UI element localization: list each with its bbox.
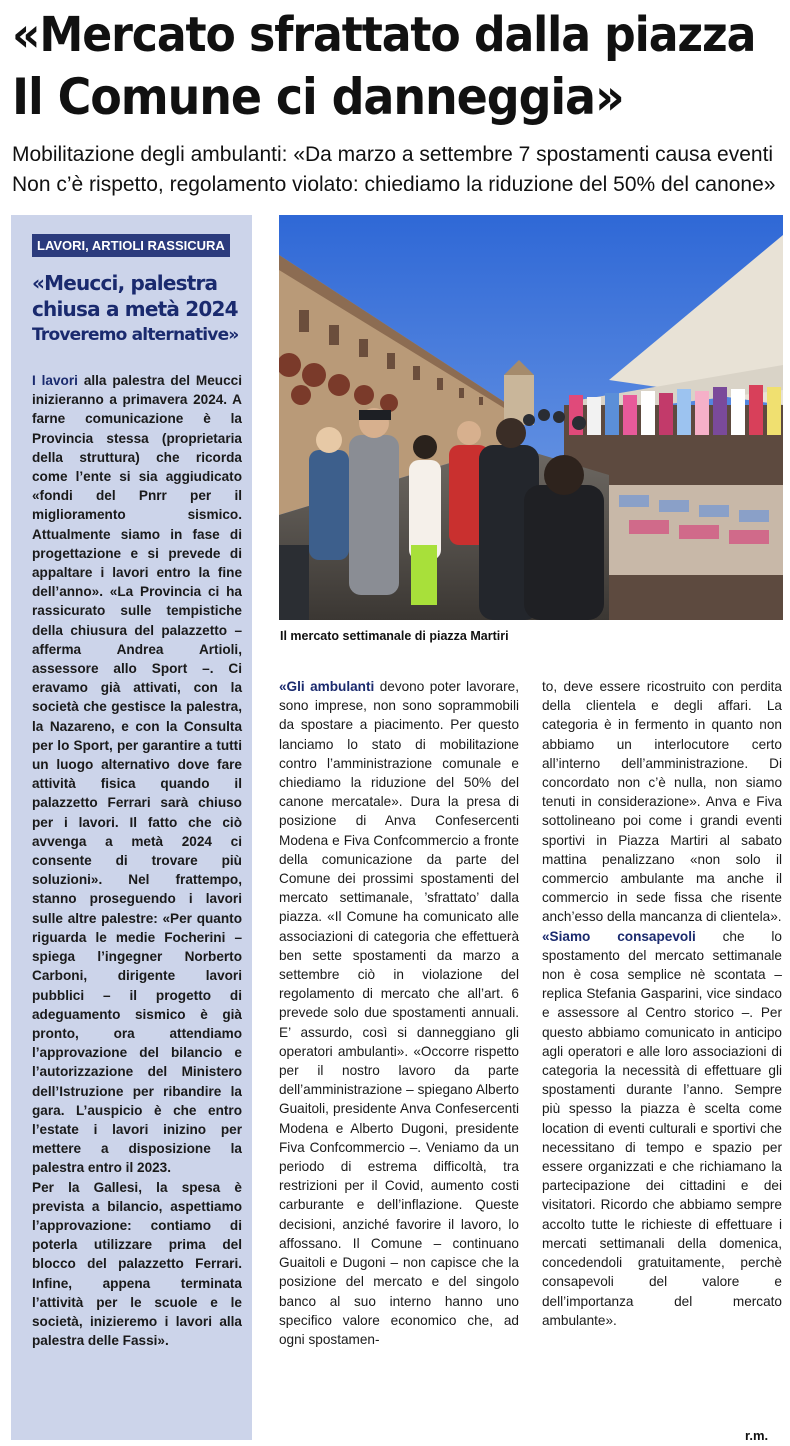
article-paragraph-3-text: che lo spostamento del mercato settimanale non è cosa semplice nè scontata – replica Stefania Gasparini, vice sindaco e assessore al Centro storico –. Per questo abbiamo comunicato in anticipo agli operatori e alle loro associazioni di categoria la necessità di effettuare gli spostamenti durante l’anno. Sempre più spesso la piazza è scelta come location di eventi culturali e sportivi che necessitano di tempo e spazio per essere organizzati e che richiamano la partecipazione dei cittadini e dei visitatori. Ricordo che abbiamo sempre accolto tutte le richieste di effettuare i mercati settimanali della domenica, concedendoli gratuitamente, perchè consapevoli del valore e dell’importanza del mercato ambulante». bbox=[542, 928, 782, 1328]
sidebar-box bbox=[11, 215, 252, 1440]
sidebar-title-line-2: chiusa a metà 2024 bbox=[32, 297, 238, 321]
author-signature: r.m. bbox=[745, 1428, 769, 1443]
headline bbox=[12, 4, 756, 128]
article-paragraph-1 bbox=[279, 677, 519, 1349]
article-column-1 bbox=[279, 677, 519, 1349]
sidebar-label: LAVORI, ARTIOLI RASSICURA bbox=[32, 234, 230, 257]
article-paragraph-1-text: devono poter lavorare, sono imprese, non sono soprammobili da spostare a piacimento. Per questo lanciamo lo stato di mobilitazione contro l’amministrazione comunale e chiediamo la riduzione del 50% del canone mercatale». Dura la presa di posizione di Anva Confesercenti Modena e Fiva Confcommercio a fronte della comunicazione da parte del Comune dei prossimi spostamenti del mercato settimanale, ’sfrattato’ dalla piazza. «Il Comune ha comunicato alle associazioni di categoria che effettuerà ben sette spostamenti da marzo a settembre ciò in violazione del regolamento di mercato che all’art. 6 prevede solo due spostamenti annuali. E’ assurdo, così si danneggiano gli operatori ambulanti». «Occorre rispetto per il nostro lavoro da parte dell’amministrazione – spiegano Alberto Guaitoli, presidente Anva Confesercenti Modena e Alberto Dugoni, presidente Fiva Confcommercio –. Veniamo da un periodo di estrema difficoltà, tra restrizioni per il Covid, aumento costi carburante e dell’inflazione. Queste decisioni, anziché favorire il lavoro, lo affossano. Il Comune – continuano Guaitoli e Dugoni – non capisce che la posizione del mercato e del singolo banco al suo interno hanno uno specifico valore economico che, ad ogni spostamen- bbox=[279, 679, 519, 1347]
market-photo-illustration bbox=[279, 215, 783, 620]
sidebar-title-line-1: «Meucci, palestra bbox=[32, 271, 218, 295]
sidebar-paragraph-1-text: alla palestra del Meucci inizieranno a primavera 2024. A farne comunicazione è la Provincia stessa (proprietaria della struttura) che ricorda come l’ente si sia aggiudicato «fondi del Pnrr per il miglioramento sismico. Attualmente siamo in fase di progettazione e si prevede di appaltare i lavori entro la fine dell’anno». «La Provincia ci ha rassicurato sulle tempistiche della chiusura del palazzetto – afferma Andrea Artioli, assessore allo Sport –. Ci eravamo già attivati, con la società che gestisce la palestra, la Nazareno, e con la Consulta per lo Sport, per garantire a tutti un luogo alternativo dove fare attività fisica quando il palazzetto Ferrari sarà chiuso per i lavori. Il fatto che ciò avvenga a metà 2024 ci consente di trovare più soluzioni». Nel frattempo, stanno proseguendo i lavori sulle altre palestre: «Per quanto riguarda le medie Focherini – spiega l’ingegner Norberto Carboni, dirigente lavori pubblici – il progetto di adeguamento sismico è già pronto, ora attendiamo l’approvazione del bilancio e l’autorizzazione del Ministero dell’Istruzione per ribandire la gara. L’auspicio è che entro l’estate i lavori inizino per mettere a disposizione la palestra entro il 2023. bbox=[32, 373, 242, 1176]
photo-caption: Il mercato settimanale di piazza Martiri bbox=[280, 629, 509, 643]
subheadline bbox=[12, 140, 782, 200]
article-paragraph-2: to, deve essere ricostruito con perdita della clientela e degli affari. La categoria è in fermento in quanto non abbiamo un interlocutore certo all’interno dell’amministrazione. Di concordato non c’è nulla, non siamo tenuti in considerazione». Anva e Fiva sottolineano poi come i grandi eventi sportivi in Piazza Martiri al sabato mattina penalizzano «non solo il commercio ambulante ma anche il commercio in sede fissa che risente anch’esso della mancanza di clientela». bbox=[542, 679, 782, 925]
article-column-2 bbox=[542, 677, 782, 1330]
subheadline-line-1: Mobilitazione degli ambulanti: «Da marzo a settembre 7 spostamenti causa eventi bbox=[12, 143, 774, 166]
sidebar-title-line-3: Troveremo alternative» bbox=[32, 325, 239, 345]
subheadline-line-2: Non c’è rispetto, regolamento violato: chiediamo la riduzione del 50% del canone» bbox=[12, 173, 776, 196]
sidebar-paragraph-2: Per la Gallesi, la spesa è prevista a bilancio, aspettiamo l’approvazione: contiamo di poterla utilizzare prima del blocco del palazzetto Ferrari. Infine, appena terminata l’attività per le scuole e le società, inizieremo i lavori alla palestra delle Fassi». bbox=[32, 1179, 242, 1349]
sidebar-body bbox=[32, 371, 242, 1350]
market-photo bbox=[279, 215, 783, 620]
article-lead-2: «Siamo consapevoli bbox=[542, 928, 696, 944]
article-paragraph-3 bbox=[542, 927, 782, 1330]
headline-line-1: «Mercato sfrattato dalla piazza bbox=[12, 7, 756, 63]
sidebar-paragraph-1 bbox=[32, 371, 242, 1178]
article-lead-1: «Gli ambulanti bbox=[279, 679, 375, 694]
sidebar-lead: I lavori bbox=[32, 373, 78, 388]
headline-line-2: Il Comune ci danneggia» bbox=[12, 68, 624, 126]
sidebar-title bbox=[32, 270, 247, 348]
